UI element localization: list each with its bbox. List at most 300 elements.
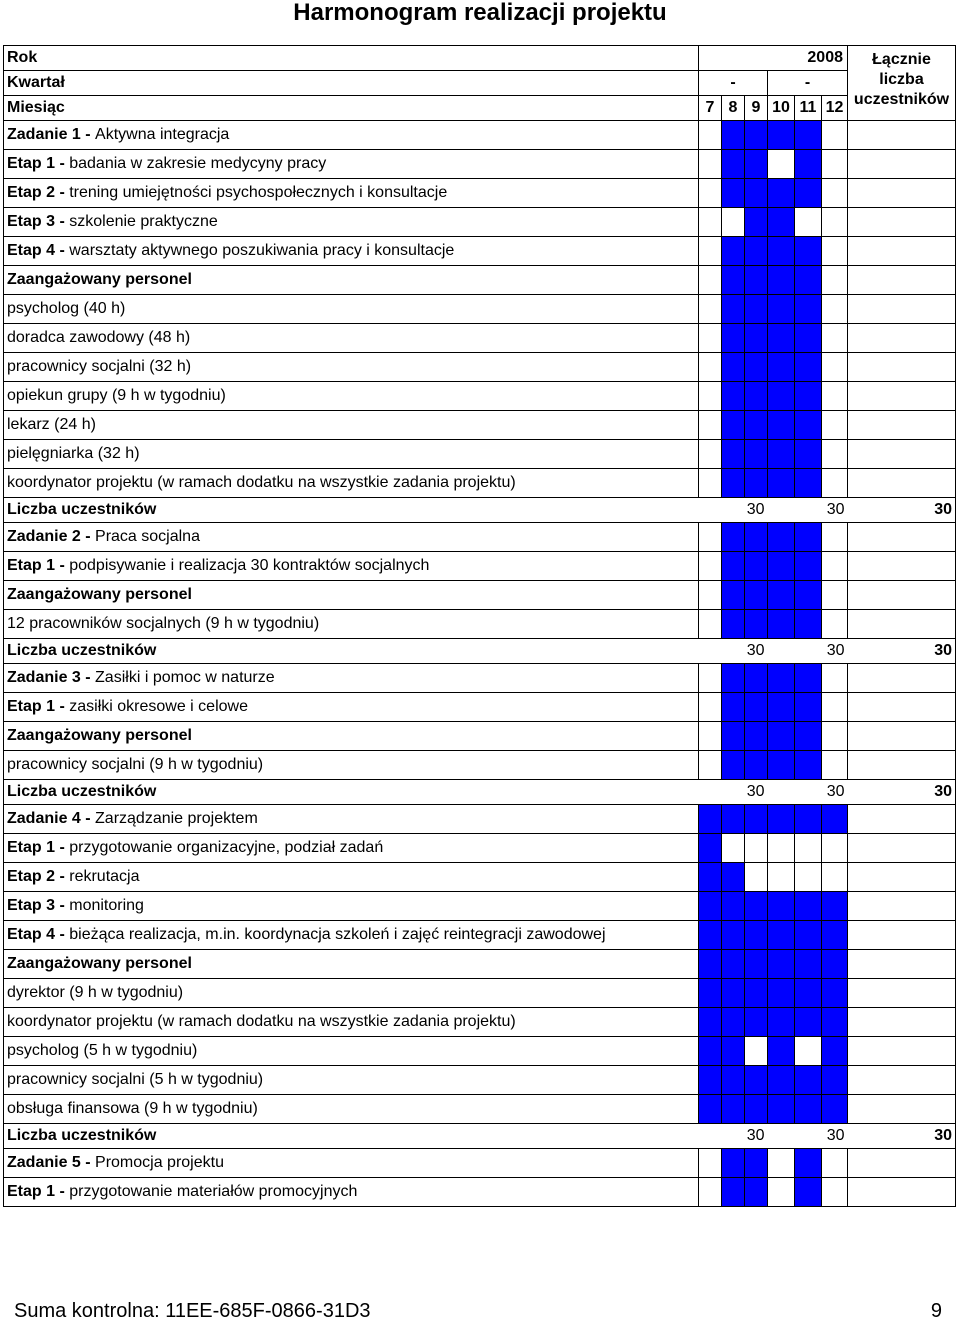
- month-cell-empty: [699, 722, 722, 751]
- participants-label: Liczba uczestników: [4, 498, 699, 523]
- month-cell-active: [768, 266, 795, 295]
- month-cell-active: [745, 150, 768, 179]
- total-participants-header: Łącznie liczba uczestników: [848, 46, 956, 121]
- row-label: [4, 610, 699, 639]
- month-cell-active: [795, 440, 822, 469]
- month-cell-active: [745, 179, 768, 208]
- month-cell-empty: [822, 440, 848, 469]
- month-cell-active: [768, 664, 795, 693]
- month-cell-active: [768, 179, 795, 208]
- month-cell-active: [795, 469, 822, 498]
- month-cell-active: [795, 121, 822, 150]
- month-cell-active: [745, 805, 768, 834]
- month-cell-active: [745, 353, 768, 382]
- month-cell-active: [822, 892, 848, 921]
- row-label-prefix: Zadanie 4 -: [7, 810, 96, 827]
- row-label-text: rekrutacja: [69, 868, 140, 885]
- participants-count: 30: [768, 498, 848, 523]
- row-label: [4, 150, 699, 179]
- row-label-text: monitoring: [69, 897, 144, 914]
- month-cell-active: [768, 324, 795, 353]
- schedule-row: [4, 1008, 956, 1037]
- month-cell-active: [795, 1149, 822, 1178]
- participants-label: Liczba uczestników: [4, 780, 699, 805]
- participants-row: [4, 639, 956, 664]
- schedule-table: [3, 45, 956, 1207]
- month-cell-empty: [699, 664, 722, 693]
- month-cell-active: [745, 950, 768, 979]
- month-cell-empty: [822, 834, 848, 863]
- month-cell-empty: [699, 469, 722, 498]
- month-cell-active: [745, 266, 768, 295]
- month-cell-empty: [795, 208, 822, 237]
- participants-label: Liczba uczestników: [4, 639, 699, 664]
- total-cell: [848, 664, 956, 693]
- participants-row: [4, 780, 956, 805]
- month-cell-empty: [699, 266, 722, 295]
- schedule-row: [4, 523, 956, 552]
- participants-total: 30: [848, 1124, 956, 1149]
- month-cell-empty: [699, 295, 722, 324]
- row-label-text: badania w zakresie medycyny pracy: [69, 155, 327, 172]
- participants-label: Liczba uczestników: [4, 1124, 699, 1149]
- month-cell-active: [768, 1037, 795, 1066]
- total-cell: [848, 295, 956, 324]
- row-label-prefix: Etap 2 -: [7, 868, 70, 885]
- month-cell-active: [795, 751, 822, 780]
- month-cell-active: [722, 382, 745, 411]
- month-cell-active: [745, 693, 768, 722]
- row-label-prefix: Etap 4 -: [7, 242, 70, 259]
- month-cell-empty: [722, 834, 745, 863]
- month-cell-empty: [768, 1149, 795, 1178]
- row-label: [4, 208, 699, 237]
- month-cell-active: [822, 921, 848, 950]
- month-cell-active: [745, 610, 768, 639]
- total-cell: [848, 693, 956, 722]
- row-label: [4, 581, 699, 610]
- row-label-prefix: Zaangażowany personel: [7, 955, 192, 972]
- month-cell-active: [699, 950, 722, 979]
- row-label-prefix: Etap 1 -: [7, 155, 70, 172]
- year-value: 2008: [699, 46, 848, 71]
- month-cell-active: [795, 353, 822, 382]
- row-label-text: podpisywanie i realizacja 30 kontraktów socjalnych: [69, 557, 430, 574]
- schedule-row: [4, 979, 956, 1008]
- month-cell-empty: [699, 523, 722, 552]
- month-cell-active: [745, 581, 768, 610]
- month-cell-active: [768, 581, 795, 610]
- month-cell-active: [722, 950, 745, 979]
- schedule-row: [4, 382, 956, 411]
- schedule-row: [4, 237, 956, 266]
- row-label: [4, 353, 699, 382]
- month-cell-active: [722, 324, 745, 353]
- quarter-label: Kwartał: [4, 71, 699, 96]
- total-cell: [848, 1066, 956, 1095]
- month-cell-empty: [745, 1037, 768, 1066]
- month-cell-active: [822, 1095, 848, 1124]
- month-cell-active: [722, 440, 745, 469]
- month-cell: 9: [745, 96, 768, 121]
- schedule-row: [4, 1095, 956, 1124]
- month-cell-active: [795, 950, 822, 979]
- row-label-text: przygotowanie organizacyjne, podział zadań: [69, 839, 384, 856]
- month-cell-empty: [722, 208, 745, 237]
- month-cell-active: [795, 892, 822, 921]
- total-cell: [848, 610, 956, 639]
- month-cell-active: [795, 1066, 822, 1095]
- month-cell-active: [699, 1037, 722, 1066]
- header-row-year: [4, 46, 956, 71]
- participants-count: 30: [699, 639, 768, 664]
- total-cell: [848, 324, 956, 353]
- schedule-row: [4, 892, 956, 921]
- month-cell: 11: [795, 96, 822, 121]
- month-cell-active: [722, 353, 745, 382]
- month-cell-active: [745, 1149, 768, 1178]
- schedule-row: [4, 150, 956, 179]
- month-cell-active: [768, 610, 795, 639]
- month-cell-empty: [822, 693, 848, 722]
- row-label-text: Zarządzanie projektem: [95, 810, 258, 827]
- month-cell-active: [745, 208, 768, 237]
- row-label-prefix: Etap 3 -: [7, 897, 70, 914]
- month-cell-active: [722, 1149, 745, 1178]
- row-label-text: szkolenie praktyczne: [69, 213, 218, 230]
- month-cell-active: [699, 834, 722, 863]
- row-label: [4, 1095, 699, 1124]
- total-cell: [848, 1008, 956, 1037]
- participants-count: 30: [768, 780, 848, 805]
- row-label-prefix: Zaangażowany personel: [7, 586, 192, 603]
- page-number: 9: [930, 1300, 942, 1322]
- month-cell-active: [699, 892, 722, 921]
- participants-count: 30: [699, 780, 768, 805]
- month-cell-active: [722, 863, 745, 892]
- row-label: [4, 440, 699, 469]
- month-cell-active: [795, 664, 822, 693]
- total-cell: [848, 1095, 956, 1124]
- header-row-month: [4, 96, 956, 121]
- total-cell: [848, 237, 956, 266]
- row-label: [4, 266, 699, 295]
- row-label: [4, 121, 699, 150]
- header-row-quarter: [4, 71, 956, 96]
- row-label-text: pracownicy socjalni (5 h w tygodniu): [7, 1071, 264, 1088]
- row-label: [4, 523, 699, 552]
- month-cell-empty: [745, 834, 768, 863]
- row-label: [4, 722, 699, 751]
- month-cell-active: [722, 892, 745, 921]
- month-cell-active: [745, 1178, 768, 1207]
- month-cell-active: [745, 552, 768, 581]
- schedule-row: [4, 469, 956, 498]
- month-cell-active: [745, 121, 768, 150]
- total-cell: [848, 382, 956, 411]
- total-cell: [848, 150, 956, 179]
- row-label-text: psycholog (5 h w tygodniu): [7, 1042, 198, 1059]
- schedule-row: [4, 1066, 956, 1095]
- participants-row: [4, 498, 956, 523]
- month-cell-active: [795, 1095, 822, 1124]
- row-label-text: pracownicy socjalni (32 h): [7, 358, 192, 375]
- total-cell: [848, 1178, 956, 1207]
- month-cell-active: [795, 411, 822, 440]
- month-cell: 8: [722, 96, 745, 121]
- month-cell-active: [768, 382, 795, 411]
- row-label: [4, 693, 699, 722]
- month-cell-active: [745, 440, 768, 469]
- month-cell-active: [699, 863, 722, 892]
- schedule-row: [4, 664, 956, 693]
- month-cell-active: [745, 469, 768, 498]
- row-label: [4, 1037, 699, 1066]
- total-cell: [848, 1037, 956, 1066]
- schedule-row: [4, 581, 956, 610]
- row-label-text: obsługa finansowa (9 h w tygodniu): [7, 1100, 258, 1117]
- month-cell-active: [722, 979, 745, 1008]
- month-cell-empty: [699, 121, 722, 150]
- total-cell: [848, 523, 956, 552]
- month-cell: 7: [699, 96, 722, 121]
- month-cell-empty: [699, 440, 722, 469]
- month-cell-active: [745, 1008, 768, 1037]
- month-cell-active: [795, 382, 822, 411]
- month-cell-empty: [699, 411, 722, 440]
- schedule-row: [4, 751, 956, 780]
- total-cell: [848, 179, 956, 208]
- total-cell: [848, 411, 956, 440]
- row-label-prefix: Etap 4 -: [7, 926, 70, 943]
- month-cell-empty: [822, 1178, 848, 1207]
- month-cell-active: [745, 664, 768, 693]
- row-label-prefix: Etap 1 -: [7, 557, 70, 574]
- month-cell-empty: [795, 1037, 822, 1066]
- month-cell-active: [822, 950, 848, 979]
- quarter-value: -: [699, 71, 768, 96]
- month-cell-empty: [822, 150, 848, 179]
- row-label-prefix: Etap 2 -: [7, 184, 70, 201]
- month-cell-empty: [699, 324, 722, 353]
- total-cell: [848, 921, 956, 950]
- month-cell-active: [745, 722, 768, 751]
- month-cell-active: [699, 805, 722, 834]
- month-cell-active: [768, 295, 795, 324]
- month-cell-empty: [699, 581, 722, 610]
- month-cell-active: [722, 1178, 745, 1207]
- total-cell: [848, 1149, 956, 1178]
- month-cell-empty: [822, 552, 848, 581]
- month-cell-active: [722, 751, 745, 780]
- month-cell-active: [768, 237, 795, 266]
- row-label: [4, 324, 699, 353]
- row-label-text: koordynator projektu (w ramach dodatku na wszystkie zadania projektu): [7, 474, 516, 491]
- month-cell-active: [722, 237, 745, 266]
- row-label: [4, 834, 699, 863]
- month-cell-empty: [699, 693, 722, 722]
- month-cell-active: [795, 179, 822, 208]
- month-cell-empty: [822, 266, 848, 295]
- month-cell-active: [768, 693, 795, 722]
- total-cell: [848, 950, 956, 979]
- total-cell: [848, 722, 956, 751]
- quarter-value: -: [768, 71, 848, 96]
- month-cell-active: [822, 1037, 848, 1066]
- month-cell-active: [699, 1095, 722, 1124]
- checksum-footer: Suma kontrolna: 11EE-685F-0866-31D3: [14, 1300, 371, 1322]
- schedule-row: [4, 1037, 956, 1066]
- schedule-row: [4, 834, 956, 863]
- row-label-prefix: Zadanie 2 -: [7, 528, 96, 545]
- row-label-text: doradca zawodowy (48 h): [7, 329, 191, 346]
- month-cell-active: [795, 805, 822, 834]
- month-cell-active: [768, 469, 795, 498]
- month-cell-active: [795, 266, 822, 295]
- month-cell-active: [745, 523, 768, 552]
- month-cell-active: [822, 979, 848, 1008]
- row-label-text: warsztaty aktywnego poszukiwania pracy i konsultacje: [69, 242, 455, 259]
- row-label: [4, 921, 699, 950]
- year-label: Rok: [4, 46, 699, 71]
- month-cell-active: [722, 664, 745, 693]
- row-label-prefix: Zadanie 3 -: [7, 669, 96, 686]
- month-cell-active: [768, 121, 795, 150]
- month-label: Miesiąc: [4, 96, 699, 121]
- page-title: Harmonogram realizacji projektu: [293, 0, 667, 26]
- schedule-row: [4, 411, 956, 440]
- month-cell-empty: [768, 834, 795, 863]
- row-label-text: psycholog (40 h): [7, 300, 126, 317]
- month-cell-active: [768, 751, 795, 780]
- month-cell-empty: [699, 382, 722, 411]
- month-cell-empty: [822, 722, 848, 751]
- month-cell-active: [795, 295, 822, 324]
- schedule-row: [4, 353, 956, 382]
- month-cell-empty: [822, 469, 848, 498]
- row-label-text: Aktywna integracja: [95, 126, 230, 143]
- month-cell-active: [722, 150, 745, 179]
- month-cell: 10: [768, 96, 795, 121]
- month-cell-active: [768, 805, 795, 834]
- row-label-text: koordynator projektu (w ramach dodatku na wszystkie zadania projektu): [7, 1013, 516, 1030]
- month-cell-active: [795, 581, 822, 610]
- month-cell-empty: [699, 237, 722, 266]
- month-cell-active: [768, 722, 795, 751]
- month-cell-active: [795, 552, 822, 581]
- row-label-prefix: Etap 1 -: [7, 1183, 70, 1200]
- month-cell-empty: [745, 863, 768, 892]
- month-cell-active: [699, 1008, 722, 1037]
- row-label-text: przygotowanie materiałów promocyjnych: [69, 1183, 358, 1200]
- month-cell-empty: [699, 552, 722, 581]
- month-cell-empty: [699, 610, 722, 639]
- row-label-text: opiekun grupy (9 h w tygodniu): [7, 387, 226, 404]
- month-cell-empty: [768, 150, 795, 179]
- participants-count: 30: [768, 639, 848, 664]
- row-label: [4, 1066, 699, 1095]
- month-cell-active: [795, 693, 822, 722]
- schedule-row: [4, 1149, 956, 1178]
- month-cell-active: [768, 523, 795, 552]
- month-cell-empty: [822, 863, 848, 892]
- month-cell-empty: [822, 1149, 848, 1178]
- month-cell-active: [745, 892, 768, 921]
- row-label-text: pielęgniarka (32 h): [7, 445, 140, 462]
- month-cell-active: [722, 121, 745, 150]
- month-cell-active: [795, 610, 822, 639]
- month-cell-empty: [822, 121, 848, 150]
- month-cell-active: [745, 979, 768, 1008]
- row-label: [4, 979, 699, 1008]
- month-cell-empty: [822, 751, 848, 780]
- month-cell-active: [795, 523, 822, 552]
- row-label-prefix: Zadanie 5 -: [7, 1154, 96, 1171]
- month-cell-active: [745, 237, 768, 266]
- month-cell-active: [822, 805, 848, 834]
- month-cell-empty: [699, 1178, 722, 1207]
- row-label-text: pracownicy socjalni (9 h w tygodniu): [7, 756, 264, 773]
- participants-total: 30: [848, 639, 956, 664]
- month-cell-empty: [822, 664, 848, 693]
- row-label: [4, 751, 699, 780]
- month-cell-active: [745, 751, 768, 780]
- month-cell-empty: [822, 523, 848, 552]
- schedule-row: [4, 693, 956, 722]
- row-label-text: Zasiłki i pomoc w naturze: [95, 669, 275, 686]
- month-cell-active: [795, 1008, 822, 1037]
- month-cell-empty: [822, 179, 848, 208]
- month-cell-empty: [699, 150, 722, 179]
- schedule-row: [4, 552, 956, 581]
- row-label: [4, 1178, 699, 1207]
- month-cell-active: [768, 353, 795, 382]
- participants-count: 30: [699, 1124, 768, 1149]
- month-cell-active: [768, 411, 795, 440]
- schedule-row: [4, 295, 956, 324]
- month-cell-active: [768, 979, 795, 1008]
- schedule-row: [4, 950, 956, 979]
- total-cell: [848, 751, 956, 780]
- month-cell-empty: [699, 353, 722, 382]
- schedule-row: [4, 722, 956, 751]
- total-cell: [848, 440, 956, 469]
- row-label: [4, 805, 699, 834]
- total-cell: [848, 552, 956, 581]
- row-label-prefix: Etap 3 -: [7, 213, 70, 230]
- total-cell: [848, 863, 956, 892]
- month-cell-empty: [822, 237, 848, 266]
- month-cell-active: [722, 1008, 745, 1037]
- row-label-text: zasiłki okresowe i celowe: [69, 698, 248, 715]
- row-label: [4, 1008, 699, 1037]
- schedule-row: [4, 921, 956, 950]
- month-cell-active: [722, 581, 745, 610]
- month-cell-active: [745, 1095, 768, 1124]
- row-label: [4, 552, 699, 581]
- month-cell-active: [768, 950, 795, 979]
- month-cell-active: [699, 979, 722, 1008]
- month-cell-active: [768, 1095, 795, 1124]
- total-cell: [848, 208, 956, 237]
- month-cell-empty: [822, 610, 848, 639]
- month-cell-active: [699, 921, 722, 950]
- month-cell-active: [722, 921, 745, 950]
- month-cell-empty: [822, 353, 848, 382]
- schedule-row: [4, 805, 956, 834]
- row-label: [4, 892, 699, 921]
- row-label-prefix: Zadanie 1 -: [7, 126, 96, 143]
